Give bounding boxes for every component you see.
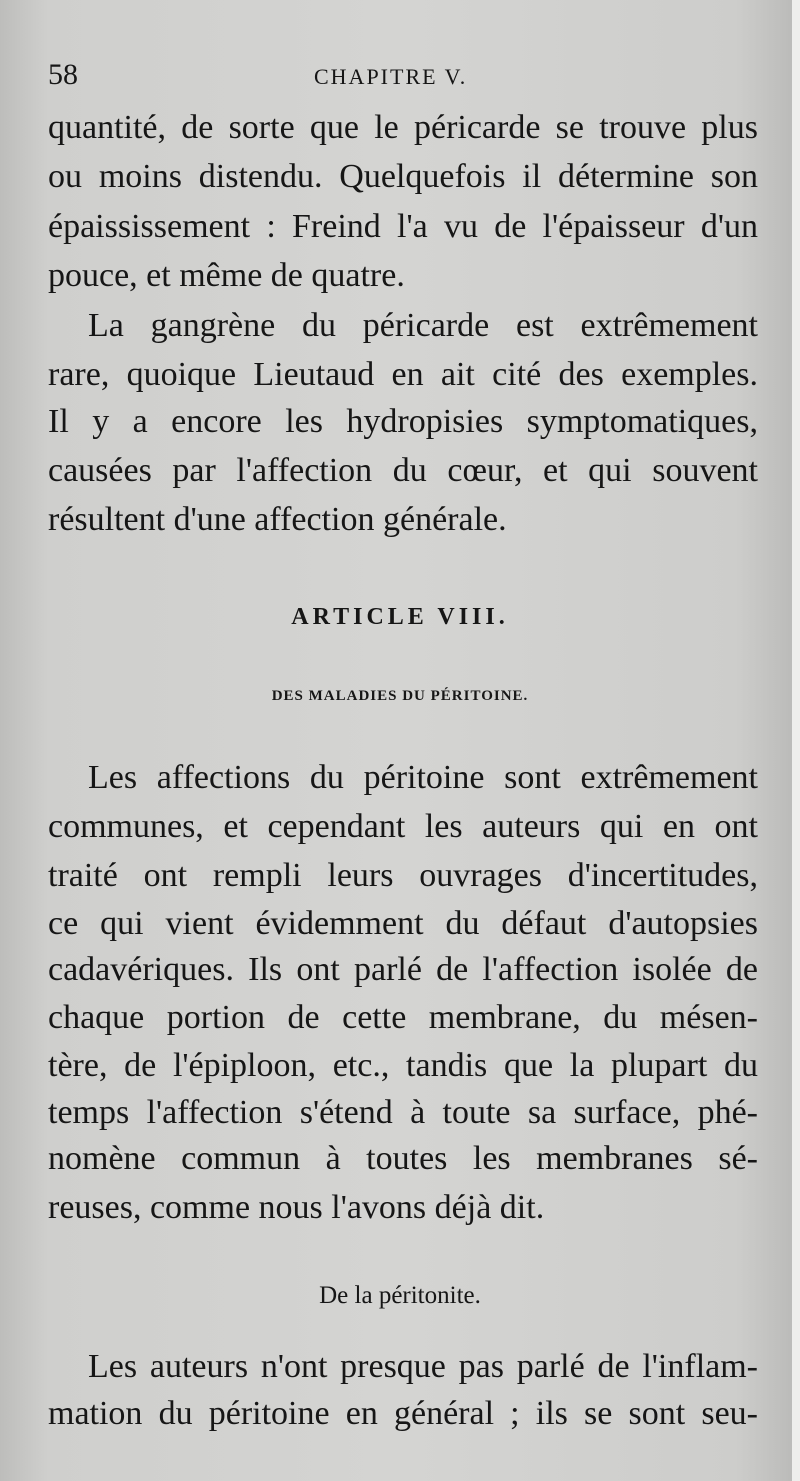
text-line: ce qui vient évidemment du défaut d'autopsies xyxy=(48,905,758,942)
page-number: 58 xyxy=(48,58,78,91)
text-line: rare, quoique Lieutaud en ait cité des exemples. xyxy=(48,356,758,393)
text-line: résultent d'une affection générale. xyxy=(48,501,507,538)
text-line: mation du péritoine en général ; ils se sont seu- xyxy=(48,1395,758,1432)
page-edge xyxy=(792,0,800,1481)
text-line: tère, de l'épiploon, etc., tandis que la plupart du xyxy=(48,1047,758,1084)
running-title: CHAPITRE V. xyxy=(314,64,468,89)
text-line: nomène commun à toutes les membranes sé- xyxy=(48,1140,758,1177)
text-line: Il y a encore les hydropisies symptomatiques, xyxy=(48,403,758,440)
section-heading: DES MALADIES DU PÉRITOINE. xyxy=(271,688,529,704)
text-line: cadavériques. Ils ont parlé de l'affection isolée de xyxy=(48,951,758,988)
text-line: temps l'affection s'étend à toute sa surface, phé- xyxy=(48,1094,758,1131)
page-header xyxy=(48,58,752,98)
text-line: épaississement : Freind l'a vu de l'épaisseur d'un xyxy=(48,208,758,245)
text-line: communes, et cependant les auteurs qui en ont xyxy=(48,808,758,845)
text-line: La gangrène du péricarde est extrêmement xyxy=(88,307,758,344)
text-line: chaque portion de cette membrane, du mésen- xyxy=(48,999,758,1036)
text-line: Les affections du péritoine sont extrêmement xyxy=(88,759,758,796)
text-line: Les auteurs n'ont presque pas parlé de l'inflam- xyxy=(88,1348,758,1385)
text-line: pouce, et même de quatre. xyxy=(48,257,405,294)
text-line: reuses, comme nous l'avons déjà dit. xyxy=(48,1189,545,1226)
text-line: quantité, de sorte que le péricarde se trouve plus xyxy=(48,109,758,146)
text-line: ou moins distendu. Quelquefois il détermine son xyxy=(48,158,758,195)
text-line: causées par l'affection du cœur, et qui souvent xyxy=(48,452,758,489)
article-heading: ARTICLE VIII. xyxy=(291,604,509,630)
text-line: traité ont rempli leurs ouvrages d'incertitudes, xyxy=(48,857,758,894)
subheading-peritonitis: De la péritonite. xyxy=(319,1282,481,1309)
